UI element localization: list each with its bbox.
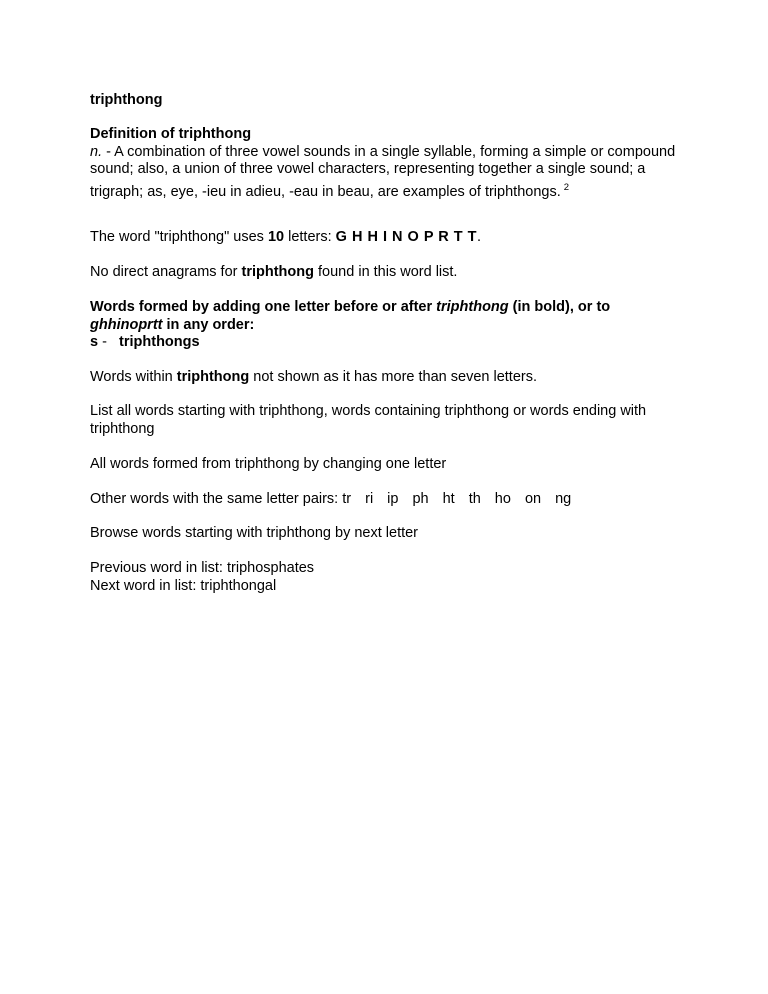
browse-next-letter-link[interactable]: Browse words starting with triphthong by next letter: [90, 525, 419, 541]
change-one-letter-link[interactable]: All words formed from triphthong by changing one letter: [90, 456, 447, 472]
letter-pair-link[interactable]: ht: [442, 491, 455, 507]
add-letter-result-row: [90, 334, 700, 352]
next-word-link[interactable]: triphthongal: [200, 577, 277, 594]
page-title: [90, 92, 700, 110]
anagrams-word: triphthong: [241, 264, 314, 280]
previous-word-link[interactable]: triphosphates: [227, 560, 315, 576]
letters-suffix: .: [477, 229, 482, 245]
previous-word-line: [90, 560, 700, 578]
add-letter-sorted-letters: ghhinoprtt: [90, 316, 163, 333]
add-letter-heading-b: (in bold), or to: [508, 299, 611, 315]
title-text: triphthong: [90, 92, 163, 108]
added-letter: s: [90, 334, 99, 350]
anagrams-prefix: No direct anagrams for: [90, 264, 242, 280]
letters-middle: letters:: [284, 229, 336, 245]
letter-pair-link[interactable]: ph: [412, 491, 429, 507]
within-word: triphthong: [176, 369, 250, 385]
add-letter-heading-c: in any order:: [162, 316, 255, 333]
within-suffix: not shown as it has more than seven letters.: [249, 369, 537, 385]
definition-text: - A combination of three vowel sounds in a single syllable, forming a simple or compound sound; also, a union of three vowel characters, representing together a single sound; a trigraph; as, eye, -ieu in adieu, -eau in beau, are examples of triphthongs.: [90, 143, 676, 200]
definition-body: [90, 144, 700, 202]
next-label: Next word in list:: [90, 577, 201, 594]
letters-line: [90, 229, 700, 247]
letter-count: 10: [267, 229, 285, 245]
definition-heading: Definition of triphthong: [90, 126, 252, 142]
list-all-words-link[interactable]: List all words starting with triphthong, words containing triphthong or words ending with triphthong: [90, 403, 647, 437]
letter-pair-link[interactable]: ri: [365, 491, 374, 507]
letters-prefix: The word "triphthong" uses: [90, 229, 268, 245]
sorted-letters: G H H I N O P R T T: [335, 229, 478, 245]
letter-pairs-line: [90, 491, 700, 509]
part-of-speech: n.: [90, 143, 103, 160]
result-separator: -: [98, 334, 120, 350]
previous-label: Previous word in list:: [90, 560, 227, 576]
add-letter-section: [90, 299, 700, 352]
add-letter-heading: [90, 299, 700, 334]
within-line: [90, 369, 700, 387]
footnote-marker[interactable]: 2: [563, 181, 570, 193]
anagrams-suffix: found in this word list.: [314, 264, 458, 280]
letter-pair-link[interactable]: on: [524, 491, 542, 507]
letter-pair-link[interactable]: tr: [342, 491, 352, 507]
anagrams-line: [90, 264, 700, 282]
letter-pair-link[interactable]: ip: [387, 491, 399, 507]
letter-pairs-label: Other words with the same letter pairs:: [90, 491, 343, 507]
letter-pair-link[interactable]: ho: [494, 491, 511, 507]
add-letter-heading-word: triphthong: [436, 299, 509, 315]
add-letter-heading-a: Words formed by adding one letter before or after: [90, 299, 437, 315]
word-navigation: [90, 560, 700, 595]
within-prefix: Words within: [90, 369, 177, 385]
letter-pair-link[interactable]: ng: [555, 491, 572, 507]
letter-pair-link[interactable]: th: [468, 491, 481, 507]
result-word-link[interactable]: triphthongs: [119, 334, 200, 350]
next-word-line: [90, 578, 700, 596]
definition-section: [90, 126, 700, 201]
